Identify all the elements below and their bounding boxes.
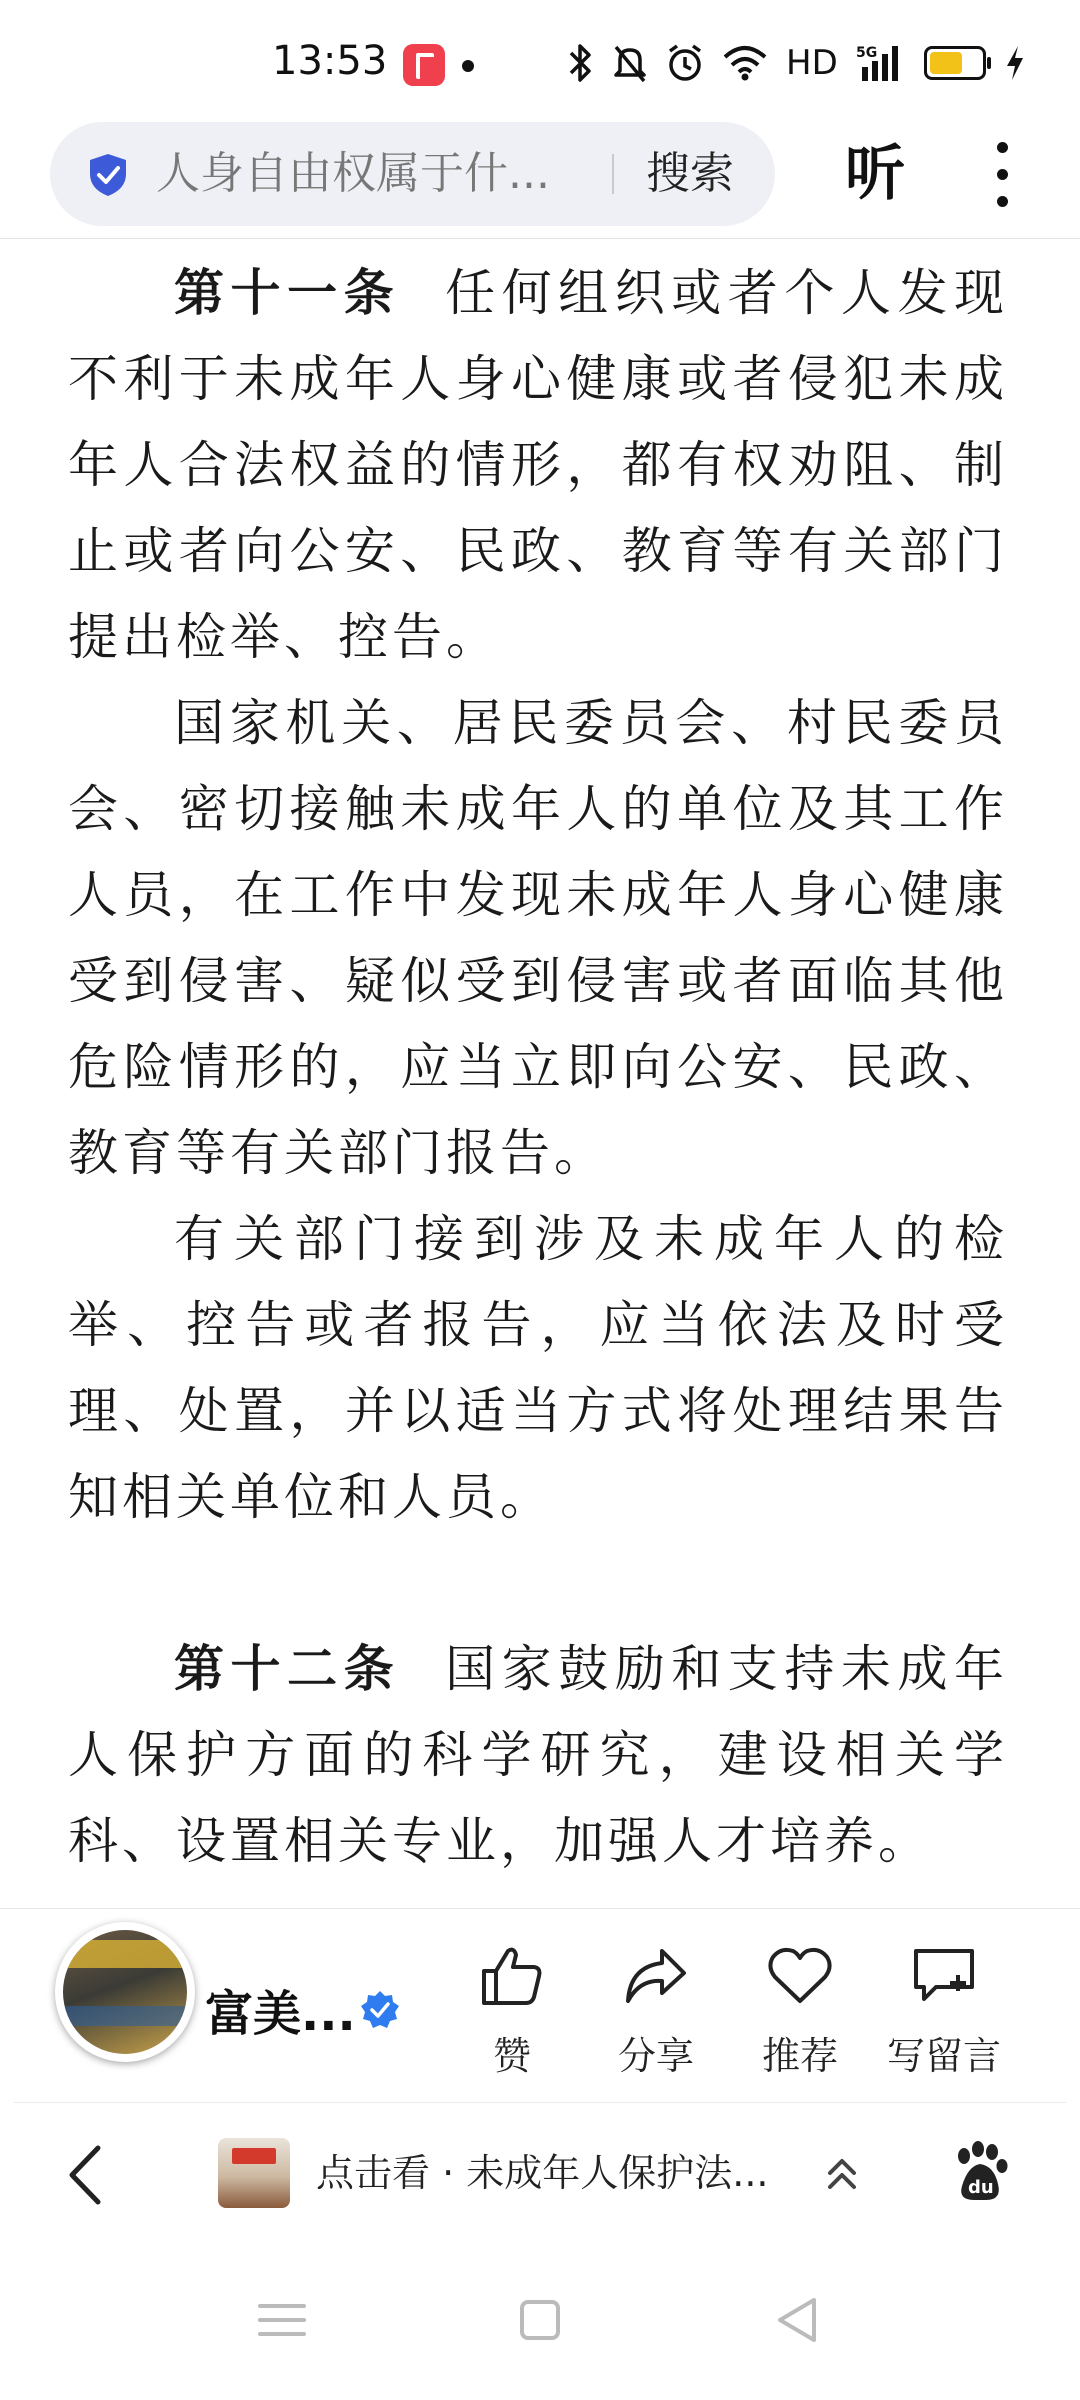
video-title[interactable]: 点击看 · 未成年人保护法...	[316, 2151, 769, 2195]
signal-icon	[856, 43, 906, 83]
nav-menu-icon[interactable]	[252, 2290, 312, 2350]
author-name[interactable]: 富美...	[205, 1986, 356, 2042]
header-divider	[0, 238, 1080, 239]
author-avatar[interactable]	[55, 1922, 195, 2062]
wifi-icon	[722, 45, 768, 81]
alarm-icon	[666, 43, 704, 83]
article-paragraph	[68, 1196, 1008, 1540]
article-text: 任何组织或者个人发现不利于未成年人身心健康或者侵犯未成年人合法权益的情形，都有权劝阻、制止或者向公安、民政、教育等有关部门提出检举、控告。	[68, 264, 1008, 666]
status-icons	[568, 40, 1026, 86]
search-input[interactable]: 人身自由权属于什...	[156, 148, 550, 199]
more-vertical-icon[interactable]	[990, 142, 1014, 212]
network-label: HD	[786, 43, 838, 83]
expand-up-icon[interactable]	[822, 2155, 862, 2195]
music-app-icon	[403, 44, 445, 86]
status-time: 13:53	[272, 38, 388, 84]
search-button[interactable]: 搜索	[646, 148, 734, 199]
share-label: 分享	[617, 2034, 694, 2078]
recommend-button[interactable]	[730, 1945, 870, 2080]
battery-icon	[924, 46, 986, 80]
article-body	[68, 250, 1008, 1884]
recommend-label: 推荐	[761, 2034, 838, 2078]
avatar-image	[63, 1930, 187, 2054]
article-text: 有关部门接到涉及未成年人的检举、控告或者报告，应当依法及时受理、处置，并以适当方式将处理结果告知相关单位和人员。	[68, 1210, 1008, 1526]
shield-check-icon	[86, 152, 130, 198]
nav-home-icon[interactable]	[510, 2290, 570, 2350]
write-comment-button[interactable]	[874, 1945, 1014, 2080]
bluetooth-icon	[568, 43, 594, 83]
action-divider	[14, 2102, 1066, 2103]
article-clause-title: 第十一条	[174, 264, 401, 322]
svg-text:du: du	[968, 2177, 994, 2198]
article-text: 国家鼓励和支持未成年人保护方面的科学研究，建设相关学科、设置相关专业，加强人才培养。	[68, 1640, 1008, 1870]
heart-icon	[767, 1945, 833, 2007]
search-divider	[612, 154, 614, 194]
mute-icon	[612, 43, 648, 83]
status-bar	[0, 0, 1080, 120]
listen-button[interactable]: 听	[845, 139, 905, 209]
video-thumbnail[interactable]	[218, 2138, 290, 2208]
comment-add-icon	[910, 1945, 978, 2007]
article-paragraph	[68, 1626, 1008, 1884]
paragraph-gap	[68, 1540, 1008, 1626]
comment-label: 写留言	[886, 2034, 1001, 2078]
article-clause-title: 第十二条	[174, 1640, 401, 1698]
back-arrow-icon[interactable]	[58, 2140, 118, 2210]
article-paragraph	[68, 250, 1008, 680]
svg-text:5G: 5G	[855, 45, 877, 61]
baidu-paw-icon[interactable]	[950, 2140, 1010, 2204]
nav-back-icon[interactable]	[768, 2290, 828, 2350]
search-bar[interactable]	[50, 122, 775, 226]
share-icon	[624, 1945, 688, 2007]
charging-icon	[1004, 44, 1026, 82]
thumbs-up-icon	[480, 1945, 544, 2007]
notification-dot	[462, 60, 474, 72]
like-label: 赞	[492, 2034, 531, 2078]
content-divider	[0, 1908, 1080, 1909]
share-button[interactable]	[586, 1945, 726, 2080]
like-button[interactable]	[442, 1945, 582, 2080]
article-text: 国家机关、居民委员会、村民委员会、密切接触未成年人的单位及其工作人员，在工作中发现未成年人身心健康受到侵害、疑似受到侵害或者面临其他危险情形的，应当立即向公安、民政、教育等有关部门报告。	[68, 694, 1008, 1182]
verified-badge-icon	[360, 1990, 400, 2030]
article-paragraph	[68, 680, 1008, 1196]
